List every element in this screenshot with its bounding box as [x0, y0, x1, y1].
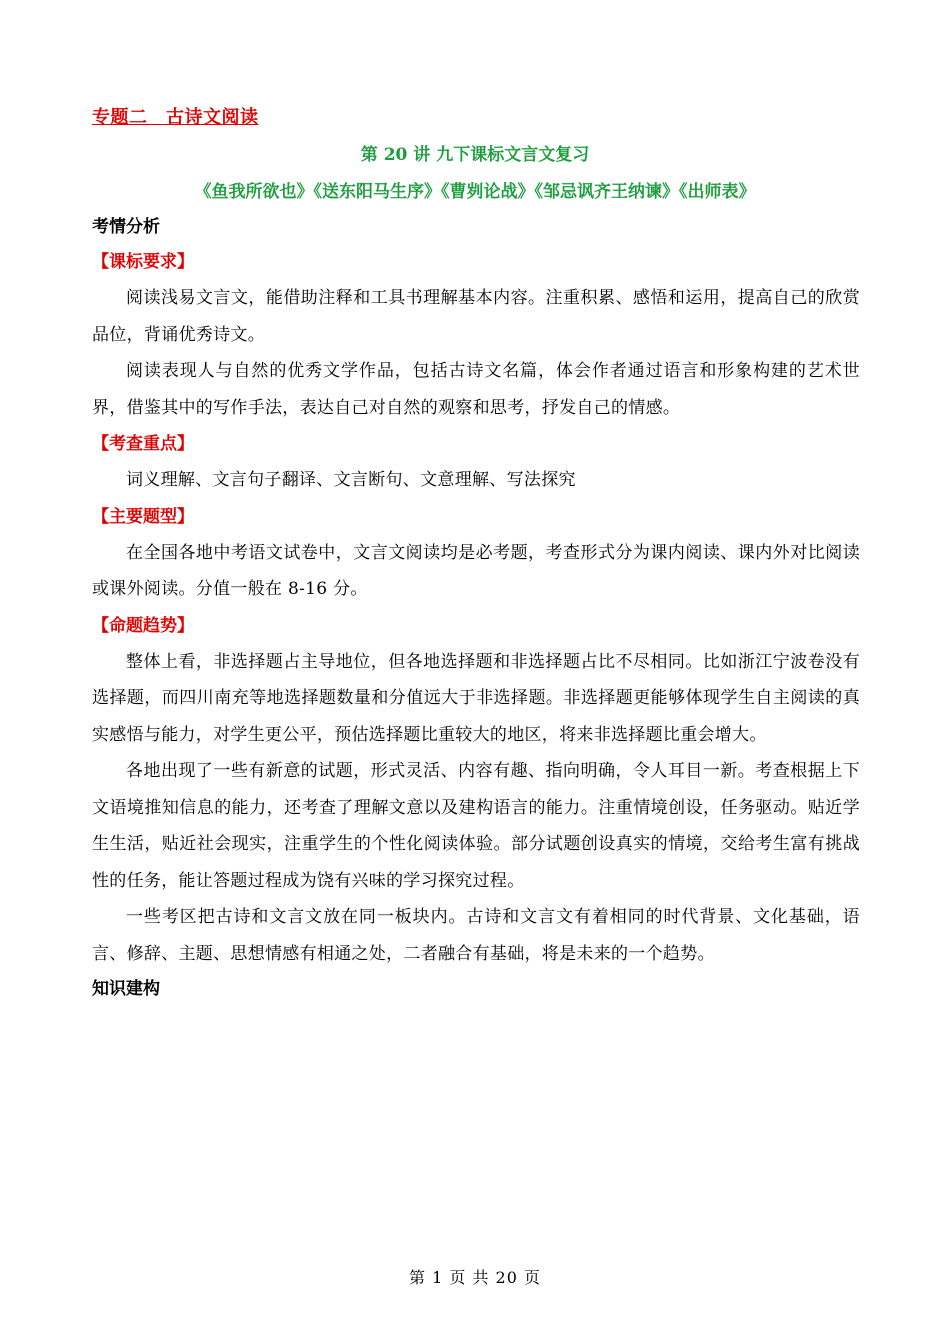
- document-body: [92, 210, 860, 1006]
- curriculum-heading: 【课标要求】: [92, 252, 194, 272]
- trends-paragraph-3: 一些考区把古诗和文言文放在同一板块内。古诗和文言文有着相同的时代背景、文化基础，语言、修辞、主题、思想情感有相通之处，二者融合有基础，将是未来的一个趋势。: [92, 907, 860, 964]
- trends-paragraph-2: 各地出现了一些有新意的试题，形式灵活、内容有趣、指向明确，令人耳目一新。考查根据上下文语境推知信息的能力，还考查了理解文意以及建构语言的能力。注重情境创设，任务驱动。贴近学生生活，贴近社会现实，注重学生的个性化阅读体验。部分试题创设真实的情境，交给考生富有挑战性的任务，能让答题过程成为饶有兴味的学习探究过程。: [92, 761, 860, 891]
- topic-heading: 专题二 古诗文阅读: [92, 107, 259, 128]
- analysis-heading: 考情分析: [92, 217, 160, 237]
- types-heading: 【主要题型】: [92, 506, 194, 527]
- curriculum-paragraph-2: 阅读表现人与自然的优秀文学作品，包括古诗文名篇，体会作者通过语言和形象构建的艺术世界，借鉴其中的写作手法，表达自己对自然的观察和思考，抒发自己的情感。: [92, 361, 860, 418]
- focus-paragraph-1: 词义理解、文言句子翻译、文言断句、文意理解、写法探究: [126, 470, 576, 490]
- trends-heading: 【命题趋势】: [92, 615, 194, 636]
- lecture-title: 第 20 讲 九下课标文言文复习: [360, 145, 590, 165]
- page-footer: 第 1 页 共 20 页: [409, 1268, 541, 1287]
- knowledge-heading: 知识建构: [92, 979, 160, 999]
- curriculum-paragraph-1: 阅读浅易文言文，能借助注释和工具书理解基本内容。注重积累、感悟和运用，提高自己的欣赏品位，背诵优秀诗文。: [92, 288, 860, 345]
- lecture-subtitle: 《鱼我所欲也》《送东阳马生序》《曹刿论战》《邹忌讽齐王纳谏》《出师表》: [194, 182, 756, 202]
- focus-heading: 【考查重点】: [92, 434, 194, 454]
- types-paragraph-1: 在全国各地中考语文试卷中，文言文阅读均是必考题，考查形式分为课内阅读、课内外对比阅读或课外阅读。分值一般在 8-16 分。: [92, 542, 860, 599]
- trends-paragraph-1: 整体上看，非选择题占主导地位，但各地选择题和非选择题占比不尽相同。比如浙江宁波卷没有选择题，而四川南充等地选择题数量和分值远大于非选择题。非选择题更能够体现学生自主阅读的真实感悟与能力，对学生更公平，预估选择题比重较大的地区，将来非选择题比重会增大。: [92, 651, 860, 745]
